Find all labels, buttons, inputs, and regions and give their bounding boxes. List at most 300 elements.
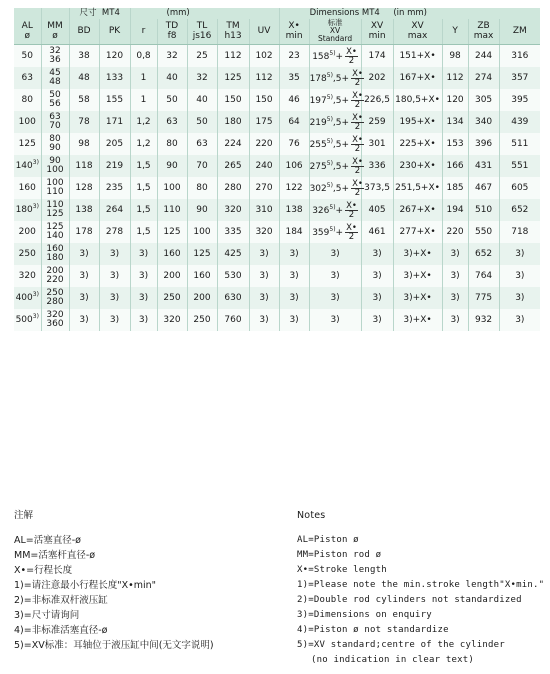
mm-value: 90 (49, 143, 61, 153)
cell-zm (499, 67, 540, 89)
fraction-numerator: X• (352, 90, 363, 101)
y-value: 3) (450, 270, 460, 281)
fraction-numerator: X• (352, 156, 363, 167)
cell-tl (187, 287, 217, 309)
y-value: 134 (446, 116, 464, 127)
cell-xv-standard (309, 177, 361, 199)
fraction-denominator: 2 (348, 209, 355, 220)
cell-tl (187, 265, 217, 287)
col-header-text: max (407, 30, 428, 41)
mm-value: 220 (46, 275, 64, 285)
uv-value: 270 (255, 182, 273, 193)
cell-tm (217, 67, 249, 89)
td-value: 200 (163, 270, 181, 281)
cell-tl (187, 67, 217, 89)
pk-value: 3) (109, 292, 120, 303)
xvmin-value: 226,5 (364, 94, 390, 105)
col-header-text: min (368, 30, 386, 41)
uv-value: 220 (255, 138, 273, 149)
cell-uv (249, 309, 279, 331)
bd-value: 48 (78, 72, 90, 83)
col-header-y (442, 19, 468, 45)
tm-value: 760 (224, 314, 242, 325)
cell-bd (69, 309, 99, 331)
cell-zm (499, 133, 540, 155)
note-line: 4)=Piston ø not standardize (297, 625, 449, 635)
al-value: 100 (18, 116, 36, 127)
mm-value: 320 (46, 309, 64, 320)
cell-bd (69, 155, 99, 177)
cell-y (442, 309, 468, 331)
xv-standard-footnote: 5) (326, 71, 333, 79)
cell-xv-standard (309, 67, 361, 89)
cell-y (442, 111, 468, 133)
cell-r (130, 287, 157, 309)
cell-r (130, 155, 157, 177)
col-header-xvmax (393, 19, 442, 45)
xv-standard-value: 219 (309, 117, 327, 128)
tm-value: 125 (224, 72, 242, 83)
y-value: 185 (446, 182, 464, 193)
cell-uv (249, 243, 279, 265)
cell-tl (187, 133, 217, 155)
zb-value: 431 (474, 160, 493, 171)
xvmax-value: 277+X• (399, 226, 436, 237)
y-value: 194 (446, 204, 464, 215)
zm-value: 395 (511, 94, 529, 105)
cell-td (157, 133, 187, 155)
xvmin-value: 3) (372, 292, 382, 303)
table-row (14, 155, 540, 177)
mm-value: 280 (46, 297, 64, 307)
tl-value: 25 (196, 50, 208, 61)
bd-value: 3) (79, 270, 89, 281)
cell-uv (249, 265, 279, 287)
notes-chinese (14, 508, 274, 653)
cell-pk (99, 287, 130, 309)
r-value: 1,5 (136, 182, 151, 193)
uv-value: 310 (255, 204, 273, 215)
pk-value: 155 (105, 94, 124, 105)
zm-value: 3) (515, 270, 525, 281)
cell-pk (99, 89, 130, 111)
cell-zb (468, 67, 499, 89)
y-value: 3) (450, 292, 460, 303)
size-mt4-header: 尺寸 MT4 (69, 8, 130, 19)
y-value: 120 (446, 94, 464, 105)
xv-standard-footnote: 5) (329, 203, 336, 211)
col-header-text: min (285, 30, 303, 41)
col-header-text: TD (165, 21, 179, 31)
cell-mm (41, 243, 69, 265)
table-row (14, 199, 540, 221)
cell-tl (187, 89, 217, 111)
cell-r (130, 265, 157, 287)
cell-uv (249, 221, 279, 243)
mm-value: 125 (46, 221, 64, 232)
xvmin-value: 3) (372, 270, 382, 281)
cell-td (157, 243, 187, 265)
xv-standard-term: + (335, 205, 344, 216)
xvmax-value: 3)+X• (403, 314, 432, 325)
uv-value: 240 (255, 160, 273, 171)
zm-value: 357 (511, 72, 529, 83)
col-header-text: XV (370, 21, 384, 31)
xv-standard-term: ,5+ (332, 73, 350, 84)
zb-value: 274 (474, 72, 493, 83)
tl-value: 80 (196, 182, 208, 193)
cell-y (442, 265, 468, 287)
tl-value: 250 (193, 314, 211, 325)
tm-value: 280 (224, 182, 242, 193)
cell-td (157, 265, 187, 287)
cell-zm (499, 155, 540, 177)
mm-value: 250 (46, 287, 64, 298)
cell-r (130, 221, 157, 243)
fraction-numerator: X• (346, 200, 357, 211)
cell-al (14, 265, 41, 287)
al-footnote: 3) (32, 158, 39, 166)
cell-td (157, 221, 187, 243)
mm-value: 63 (49, 111, 61, 122)
cell-r (130, 67, 157, 89)
r-value: 3) (138, 314, 149, 325)
td-value: 63 (166, 116, 178, 127)
cell-td (157, 287, 187, 309)
notes-en-title: Notes (297, 510, 326, 521)
cell-y (442, 199, 468, 221)
cell-mm (41, 67, 69, 89)
note-line: 1)=请注意最小行程长度"X•min" (14, 580, 156, 591)
xv-standard-value: 359 (312, 227, 330, 238)
td-value: 110 (163, 204, 181, 215)
cell-uv (249, 45, 279, 68)
uv-value: 3) (259, 248, 269, 259)
cell-xvmin (361, 67, 393, 89)
zb-value: 396 (474, 138, 493, 149)
fraction-numerator: X• (352, 134, 363, 145)
cell-pk (99, 177, 130, 199)
note-line: 3)=Dimensions on enquiry (297, 610, 432, 620)
xvmin-value: 461 (368, 226, 386, 237)
cell-zb (468, 221, 499, 243)
xvmax-value: 267+X• (399, 204, 436, 215)
cell-al (14, 155, 41, 177)
zb-value: 775 (474, 292, 493, 303)
cell-tl (187, 199, 217, 221)
cell-xvmax (393, 309, 442, 331)
cell-r (130, 133, 157, 155)
cell-tl (187, 221, 217, 243)
xv-fraction (351, 114, 364, 131)
cell-al (14, 67, 41, 89)
cell-tl (187, 155, 217, 177)
xmin-value: 76 (288, 138, 300, 149)
mm-value: 360 (46, 319, 64, 329)
cell-y (442, 177, 468, 199)
al-value: 180 (15, 204, 33, 215)
xmin-value: 3) (289, 270, 299, 281)
cell-xmin (279, 177, 309, 199)
cell-xvmax (393, 221, 442, 243)
al-value: 500 (15, 314, 33, 325)
al-value: 63 (21, 72, 33, 83)
pk-value: 264 (105, 204, 124, 215)
xv-fraction (351, 180, 364, 197)
uv-value: 3) (259, 292, 269, 303)
fraction-denominator: 2 (354, 77, 361, 88)
xvmax-value: 180,5+X• (395, 94, 440, 105)
cell-bd (69, 45, 99, 68)
table-row (14, 287, 540, 309)
table-body (14, 45, 540, 332)
table-row (14, 309, 540, 331)
cell-xv-standard (309, 155, 361, 177)
cell-pk (99, 45, 130, 68)
td-value: 80 (166, 138, 178, 149)
tl-value: 32 (196, 72, 208, 83)
al-value: 140 (15, 160, 33, 171)
cell-zm (499, 287, 540, 309)
notes-en-list (297, 533, 545, 668)
fraction-numerator: X• (346, 222, 357, 233)
mm-value: 200 (46, 265, 64, 276)
xvmin-value: 405 (368, 204, 386, 215)
cell-xv-standard (309, 45, 361, 68)
pk-value: 278 (105, 226, 124, 237)
cell-pk (99, 199, 130, 221)
cell-xvmin (361, 221, 393, 243)
col-header-r (130, 19, 157, 45)
cell-tm (217, 287, 249, 309)
cell-zm (499, 221, 540, 243)
al-value: 320 (18, 270, 36, 281)
cell-xmin (279, 155, 309, 177)
xmin-value: 3) (289, 314, 299, 325)
cell-td (157, 89, 187, 111)
xv-standard-footnote: 5) (326, 137, 333, 145)
col-header-text: PK (108, 25, 121, 36)
uv-value: 150 (255, 94, 273, 105)
r-value: 1,2 (136, 138, 151, 149)
tl-value: 160 (193, 270, 211, 281)
td-value: 40 (166, 72, 178, 83)
cell-zb (468, 309, 499, 331)
zm-value: 3) (515, 292, 525, 303)
cell-zm (499, 309, 540, 331)
xvmax-value: 251,5+X• (395, 182, 440, 193)
tl-value: 200 (193, 292, 211, 303)
cell-y (442, 133, 468, 155)
cell-tm (217, 155, 249, 177)
col-header-text: TL (196, 21, 208, 31)
y-value: 220 (446, 226, 464, 237)
dimension-sheet (14, 8, 540, 331)
cell-zm (499, 177, 540, 199)
table-row (14, 133, 540, 155)
mm-value: 100 (46, 165, 64, 175)
xmin-value: 122 (285, 182, 303, 193)
cell-mm (41, 265, 69, 287)
uv-value: 175 (255, 116, 273, 127)
cell-uv (249, 199, 279, 221)
cell-mm (41, 309, 69, 331)
cell-tm (217, 111, 249, 133)
cell-xmin (279, 199, 309, 221)
cell-bd (69, 111, 99, 133)
al-value: 160 (18, 182, 36, 193)
mm-value: 70 (49, 121, 61, 131)
xv-standard-footnote: 5) (329, 225, 336, 233)
col-header-text: js16 (192, 30, 212, 41)
col-header-text: XV (411, 21, 424, 31)
mm-value: 160 (46, 243, 64, 254)
cell-pk (99, 243, 130, 265)
al-value: 80 (21, 94, 33, 105)
cell-zm (499, 111, 540, 133)
cell-al (14, 221, 41, 243)
cell-xvmax (393, 133, 442, 155)
y-value: 98 (449, 50, 461, 61)
cell-td (157, 45, 187, 68)
cell-xv-standard (309, 287, 361, 309)
cell-zb (468, 155, 499, 177)
xmin-value: 3) (289, 292, 299, 303)
cell-xv-standard (309, 133, 361, 155)
cell-tm (217, 309, 249, 331)
zb-value: 340 (474, 116, 493, 127)
bd-value: 38 (78, 50, 90, 61)
cell-xmin (279, 309, 309, 331)
cell-xvmax (393, 111, 442, 133)
cell-al (14, 111, 41, 133)
cell-al (14, 177, 41, 199)
xv-standard-value: 326 (312, 205, 330, 216)
mm-value: 50 (49, 89, 61, 100)
tm-value: 630 (224, 292, 242, 303)
cell-bd (69, 177, 99, 199)
tm-value: 224 (224, 138, 242, 149)
cell-y (442, 67, 468, 89)
cell-tm (217, 89, 249, 111)
cell-xmin (279, 111, 309, 133)
cell-al (14, 243, 41, 265)
mm-value: 180 (46, 253, 64, 263)
xvmax-value: 195+X• (399, 116, 436, 127)
cell-r (130, 243, 157, 265)
tl-value: 100 (193, 226, 211, 237)
cell-pk (99, 265, 130, 287)
table-row (14, 243, 540, 265)
xmin-value: 23 (288, 50, 300, 61)
td-value: 50 (166, 94, 178, 105)
cell-r (130, 199, 157, 221)
cell-al (14, 133, 41, 155)
al-value: 50 (21, 50, 33, 61)
group-header-row (14, 8, 540, 19)
cell-zb (468, 177, 499, 199)
cell-xv-standard (309, 243, 361, 265)
cell-zm (499, 265, 540, 287)
col-header-text: AL (21, 21, 33, 31)
mm-value: 100 (46, 177, 64, 188)
xv-standard-value: 255 (309, 139, 327, 150)
cell-y (442, 89, 468, 111)
col-header-xvmin (361, 19, 393, 45)
xvmin-value: 336 (368, 160, 386, 171)
xv-standard-footnote: 5) (326, 93, 333, 101)
cell-zb (468, 243, 499, 265)
zm-value: 511 (511, 138, 529, 149)
note-line: MM=Piston rod ø (297, 550, 382, 560)
xvmax-value: 3)+X• (403, 270, 432, 281)
col-header-text: MM (47, 21, 63, 31)
col-header-text: BD (77, 25, 91, 36)
r-value: 3) (138, 292, 149, 303)
cell-uv (249, 111, 279, 133)
cell-zm (499, 199, 540, 221)
note-line: MM=活塞杆直径-ø (14, 550, 96, 561)
tm-value: 335 (224, 226, 242, 237)
cell-xmin (279, 133, 309, 155)
xvmax-value: 225+X• (399, 138, 436, 149)
xvmin-value: 202 (368, 72, 386, 83)
notes-cn-title: 注解 (14, 510, 34, 521)
zb-value: 305 (474, 94, 493, 105)
note-line: 2)=Double rod cylinders not standardized (297, 595, 522, 605)
cell-uv (249, 287, 279, 309)
tl-value: 70 (196, 160, 208, 171)
fraction-denominator: 2 (354, 187, 361, 198)
cell-mm (41, 89, 69, 111)
cell-uv (249, 133, 279, 155)
cell-bd (69, 133, 99, 155)
uv-value: 3) (259, 314, 269, 325)
zm-value: 3) (515, 248, 525, 259)
bd-value: 58 (78, 94, 90, 105)
xmin-value: 106 (285, 160, 303, 171)
cell-xvmax (393, 89, 442, 111)
cell-al (14, 309, 41, 331)
cell-xmin (279, 67, 309, 89)
pk-value: 171 (105, 116, 124, 127)
bd-value: 178 (75, 226, 93, 237)
tm-value: 150 (224, 94, 242, 105)
note-line: 4)=非标准活塞直径-ø (14, 625, 108, 636)
tl-value: 125 (193, 248, 211, 259)
table-row (14, 111, 540, 133)
cell-td (157, 199, 187, 221)
pk-value: 205 (105, 138, 124, 149)
cell-zm (499, 243, 540, 265)
col-header-text: f8 (167, 30, 177, 41)
r-value: 3) (138, 248, 149, 259)
y-value: 112 (446, 72, 464, 83)
note-line: AL=活塞直径-ø (14, 535, 81, 546)
fraction-numerator: X• (352, 112, 363, 123)
cell-mm (41, 133, 69, 155)
cell-zb (468, 265, 499, 287)
pk-value: 3) (109, 270, 120, 281)
r-value: 0,8 (136, 50, 151, 61)
xv-fraction (351, 92, 364, 109)
xmin-value: 35 (288, 72, 300, 83)
tl-value: 63 (196, 138, 208, 149)
col-header-bd (69, 19, 99, 45)
cell-td (157, 309, 187, 331)
cell-tm (217, 45, 249, 68)
zb-value: 652 (474, 248, 493, 259)
